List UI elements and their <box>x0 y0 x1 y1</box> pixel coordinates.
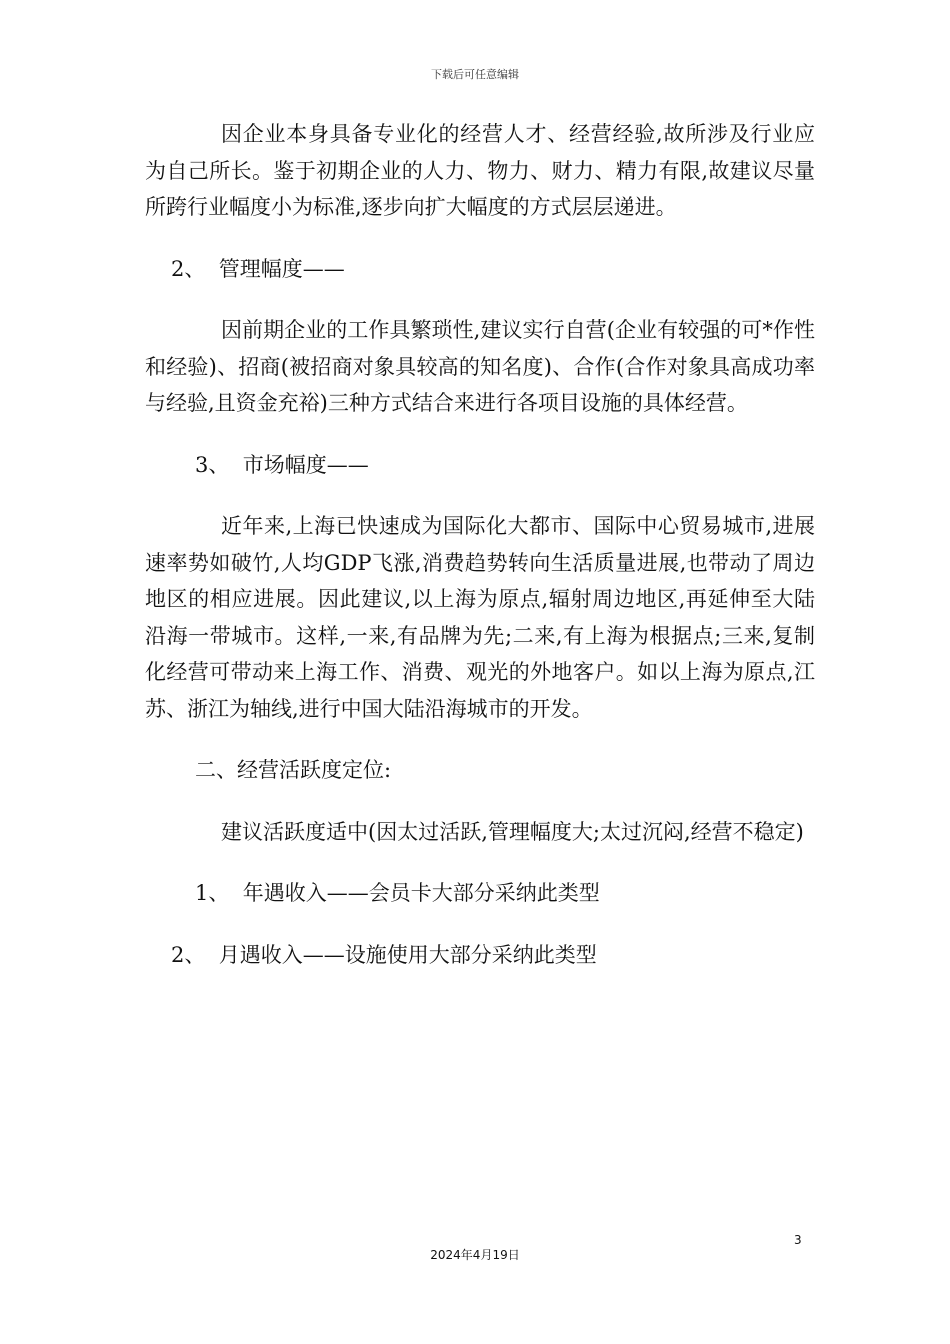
footer-date: 2024年4月19日 <box>430 1248 520 1262</box>
page-header: 下载后可任意编辑 <box>431 68 519 81</box>
heading-market-scope: 3、 市场幅度—— <box>195 452 369 477</box>
document-body <box>145 116 815 998</box>
paragraph-activity-positioning: 建议活跃度适中(因太过活跃,管理幅度大;太过沉闷,经营不稳定) <box>221 819 804 844</box>
heading-management-scope: 2、 管理幅度—— <box>171 256 345 281</box>
heading-annual-income: 1、 年遇收入——会员卡大部分采纳此类型 <box>195 881 600 905</box>
heading-monthly-income: 2、 月遇收入——设施使用大部分采纳此类型 <box>171 942 597 967</box>
heading-activity-positioning: 二、经营活跃度定位: <box>195 758 392 782</box>
paragraph-industry-scope: 因企业本身具备专业化的经营人才、经营经验,故所涉及行业应为自己所长。鉴于初期企业的人力、物力、财力、精力有限,故建议尽量所跨行业幅度小为标准,逐步向扩大幅度的方式层层递进。 <box>145 122 815 219</box>
page-number: 3 <box>794 1233 802 1247</box>
paragraph-management-scope: 因前期企业的工作具繁琐性,建议实行自营(企业有较强的可*作性和经验)、招商(被招商对象具较高的知名度)、合作(合作对象具高成功率与经验,且资金充裕)三种方式结合来进行各项目设施的具体经营。 <box>145 318 815 415</box>
paragraph-market-scope: 近年来,上海已快速成为国际化大都市、国际中心贸易城市,进展速率势如破竹,人均GDP飞涨,消费趋势转向生活质量进展,也带动了周边地区的相应进展。因此建议,以上海为原点,辐射周边地区,再延伸至大陆沿海一带城市。这样,一来,有品牌为先;二来,有上海为根据点;三来,复制化经营可带动来上海工作、消费、观光的外地客户。如以上海为原点,江苏、浙江为轴线,进行中国大陆沿海城市的开发。 <box>145 514 815 721</box>
